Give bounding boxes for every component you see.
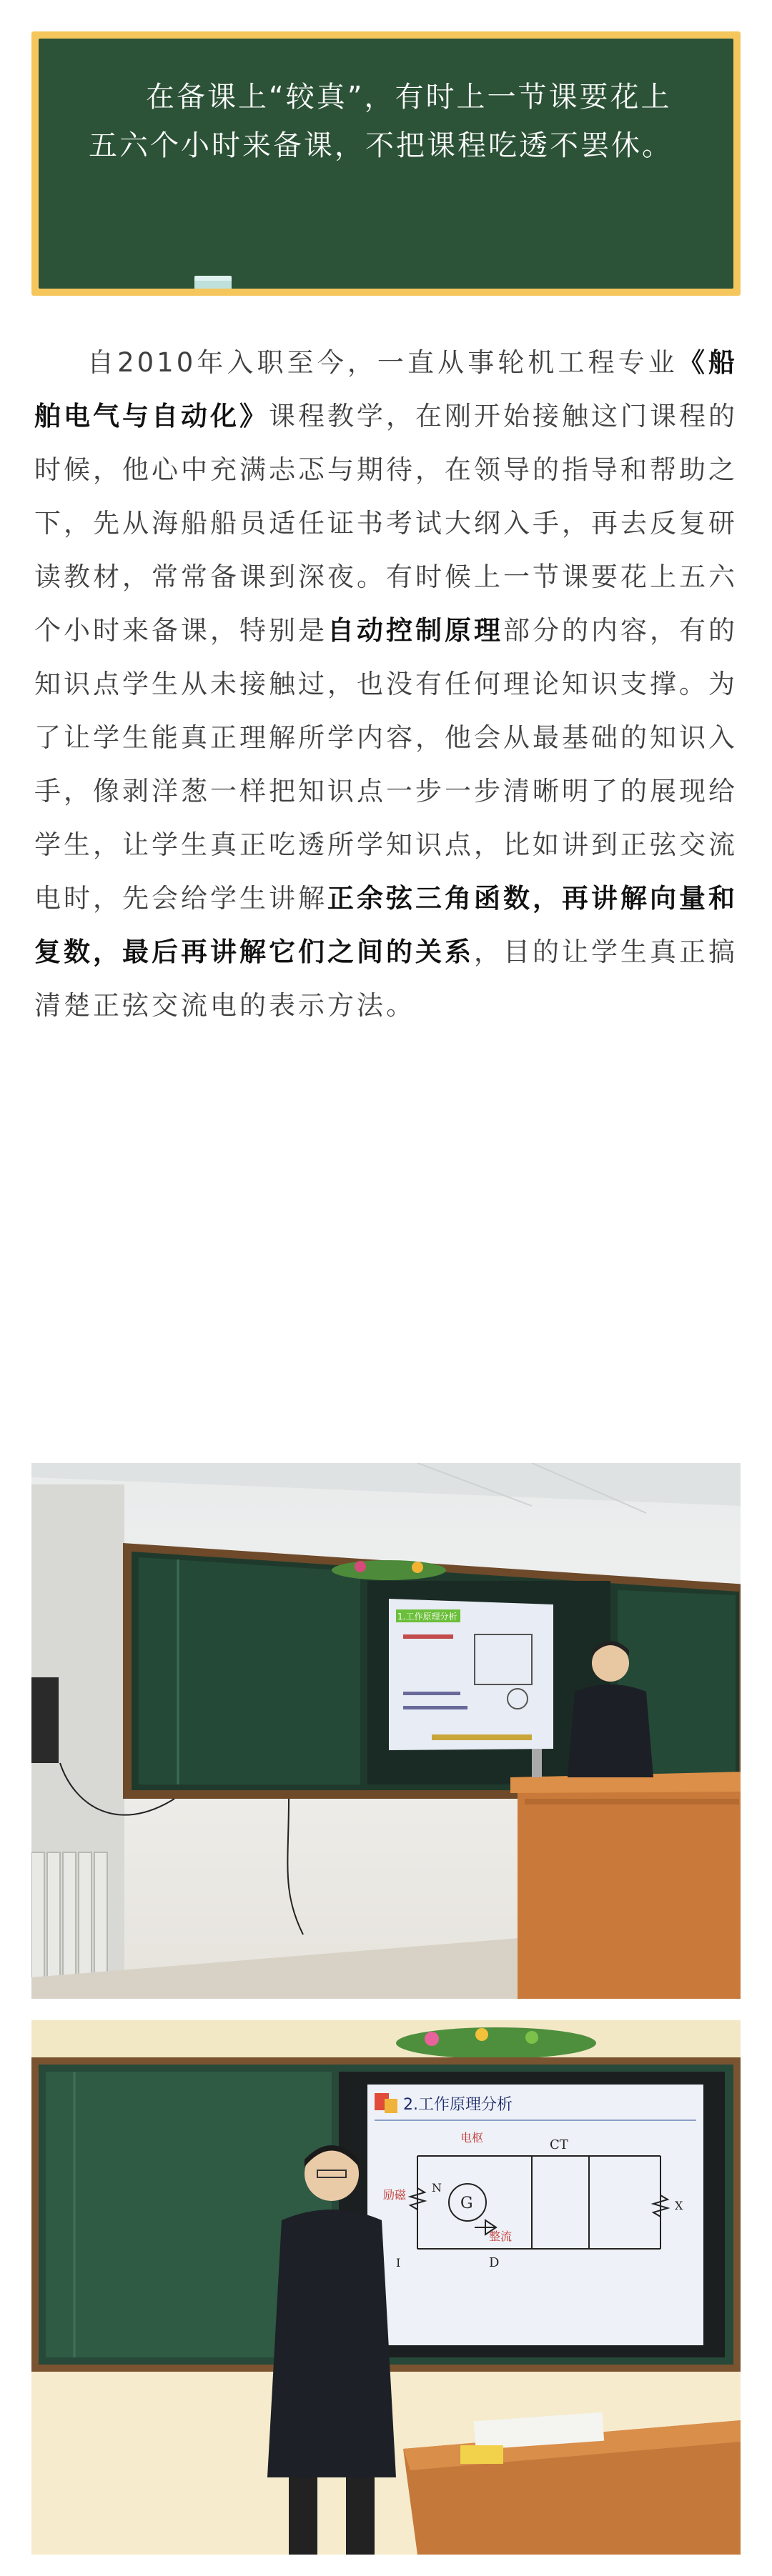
- quote-text: 在备课上“较真”，有时上一节课要花上五六个小时来备课，不把课程吃透不罢休。: [89, 81, 673, 162]
- excite-label: 励磁: [383, 2188, 407, 2202]
- ct-label: CT: [550, 2137, 568, 2152]
- course-name: 《船舶电气与自动化》: [34, 347, 738, 431]
- annotation-armature: 电枢: [460, 2131, 484, 2145]
- article-paragraph: [34, 336, 738, 1032]
- classroom-photo-2: [31, 2020, 741, 2555]
- highlight-auto-control: 自动控制原理: [327, 615, 503, 646]
- slide-heading-1: 1.工作原理分析: [397, 1612, 457, 1622]
- chalk-icon: [194, 276, 232, 289]
- slide-heading-2: 2.工作原理分析: [403, 2096, 513, 2114]
- chalkboard: [39, 39, 733, 289]
- highlight-trig-vectors: 正余弦三角函数，再讲解向量和复数，最后再讲解它们之间的关系: [34, 883, 738, 967]
- if-label: I: [396, 2256, 401, 2270]
- article-text-1: 自2010年入职至今，一直从事轮机工程专业: [87, 347, 678, 378]
- diode-label: D: [489, 2255, 500, 2270]
- article-text-3: 部分的内容，有的知识点学生从未接触过，也没有任何理论知识支撑。为了让学生能真正理解所学内容，他会从最基础的知识入手，像剥洋葱一样把知识点一步一步清晰明了的展现给学生，让学生真正吃透所学知识点，比如讲到正弦交流电时，先会给学生讲解: [34, 615, 738, 914]
- annotation-rectifier: 整流: [489, 2230, 513, 2243]
- nf-label: N: [432, 2181, 442, 2195]
- classroom-photo-1: [31, 1463, 741, 1999]
- x-label: X: [675, 2199, 683, 2212]
- article-text-2: 课程教学，在刚开始接触这门课程的时候，他心中充满忐忑与期待，在领导的指导和帮助之下，先从海船船员适任证书考试大纲入手，再去反复研读教材，常常备课到深夜。有时候上一节课要花上五六个小时来备课，特别是: [34, 401, 738, 646]
- quote-card: [31, 31, 741, 296]
- article-text-4: ，目的让学生真正搞清楚正弦交流电的表示方法。: [34, 937, 738, 1021]
- generator-label: G: [460, 2195, 473, 2212]
